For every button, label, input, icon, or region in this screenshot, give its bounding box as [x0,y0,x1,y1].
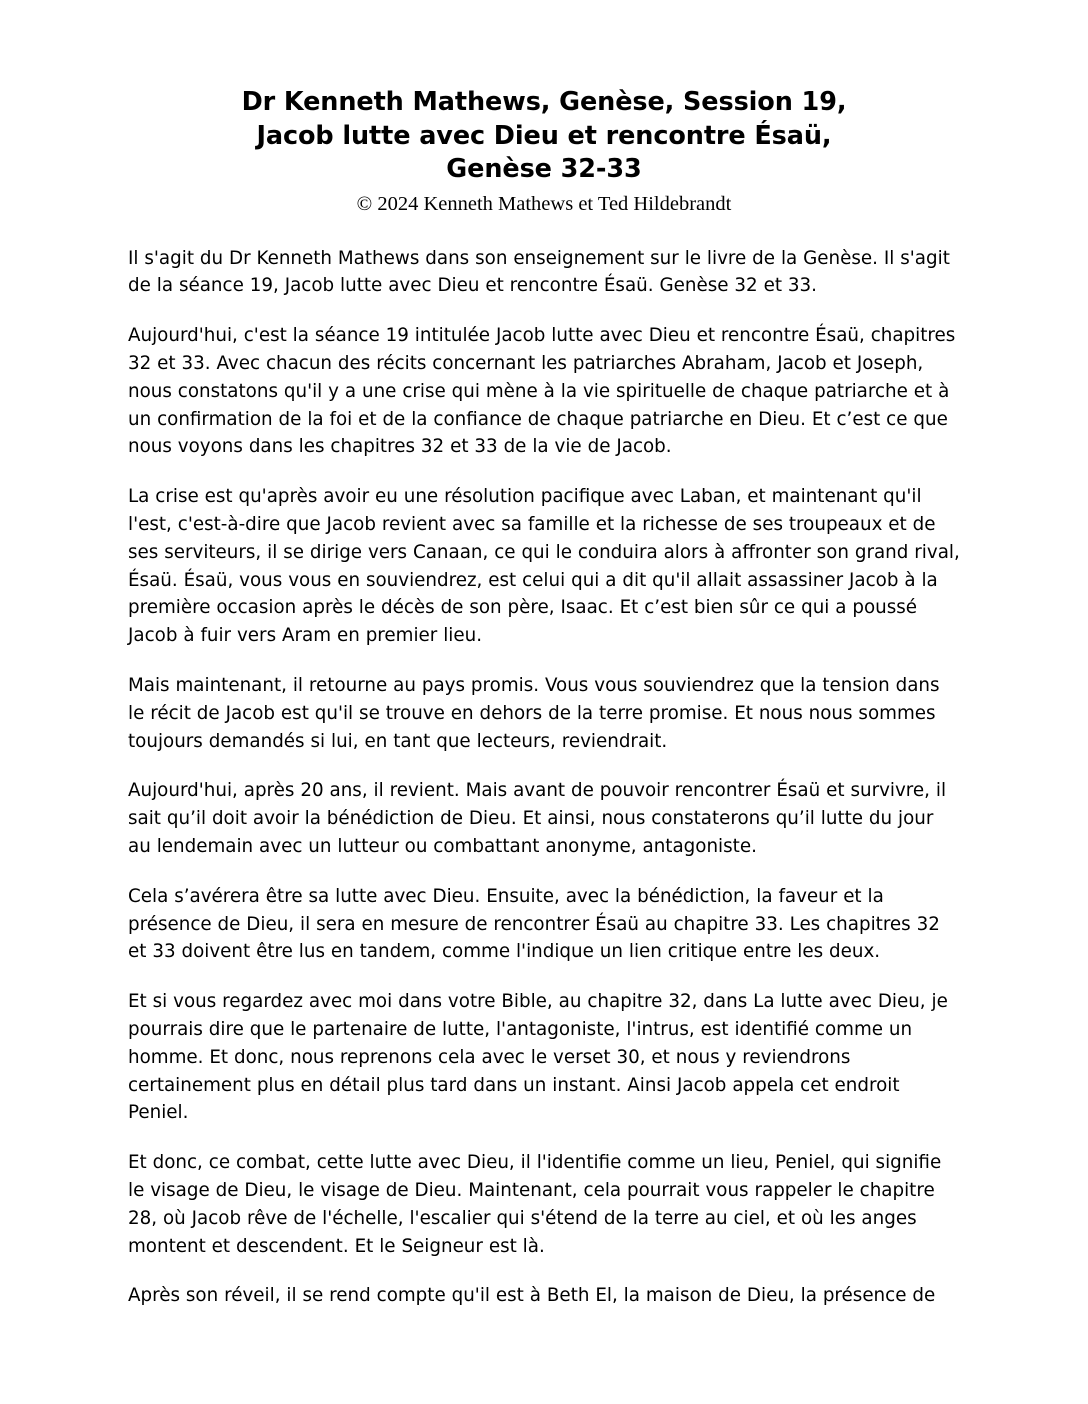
title-line-3: Genèse 32-33 [446,154,642,185]
paragraph: Mais maintenant, il retourne au pays promis. Vous vous souviendrez que la tension dans le récit de Jacob est qu'il se trouve en dehors de la terre promise. Et nous nous sommes toujours demandés si lui, en tant que lecteurs, reviendrait. [128,675,940,752]
paragraph: Aujourd'hui, c'est la séance 19 intitulée Jacob lutte avec Dieu et rencontre Ésaü, chapitres 32 et 33. Avec chacun des récits concernant les patriarches Abraham, Jacob et Joseph, nous constatons qu'il y a une crise qui mène à la vie spirituelle de chaque patriarche et à un confirmation de la foi et de la confiance de chaque patriarche en Dieu. Et c’est ce que nous voyons dans les chapitres 32 et 33 de la vie de Jacob. [128,325,956,458]
paragraph: Aujourd'hui, après 20 ans, il revient. Mais avant de pouvoir rencontrer Ésaü et survivre, il sait qu’il doit avoir la bénédiction de Dieu. Et ainsi, nous constaterons qu’il lutte du jour au lendemain avec un lutteur ou combattant anonyme, antagoniste. [128,780,947,857]
paragraph: Il s'agit du Dr Kenneth Mathews dans son enseignement sur le livre de la Genèse. Il s'agit de la séance 19, Jacob lutte avec Dieu et rencontre Ésaü. Genèse 32 et 33. [128,247,950,297]
paragraph: La crise est qu'après avoir eu une résolution pacifique avec Laban, et maintenant qu'il l'est, c'est-à-dire que Jacob revient avec sa famille et la richesse de ses troupeaux et de ses serviteurs, il se dirige vers Canaan, ce qui le conduira alors à affronter son grand rival, Ésaü. Ésaü, vous vous en souviendrez, est celui qui a dit qu'il allait assassiner Jacob à la première occasion après le décès de son père, Isaac. Et c’est bien sûr ce qui a poussé Jacob à fuir vers Aram en premier lieu. [128,486,960,647]
paragraph: Après son réveil, il se rend compte qu'il est à Beth El, la maison de Dieu, la présence de [128,1285,936,1307]
paragraph: Et si vous regardez avec moi dans votre Bible, au chapitre 32, dans La lutte avec Dieu, je pourrais dire que le partenaire de lutte, l'antagoniste, l'intrus, est identifié comme un homme. Et donc, nous reprenons cela avec le verset 30, et nous y reviendrons certainement plus en détail plus tard dans un instant. Ainsi Jacob appela cet endroit Peniel. [128,991,948,1124]
copyright-notice: © 2024 Kenneth Mathews et Ted Hildebrandt [356,192,732,215]
paragraph: Et donc, ce combat, cette lutte avec Dieu, il l'identifie comme un lieu, Peniel, qui signifie le visage de Dieu, le visage de Dieu. Maintenant, cela pourrait vous rappeler le chapitre 28, où Jacob rêve de l'échelle, l'escalier qui s'étend de la terre au ciel, et où les anges montent et descendent. Et le Seigneur est là. [128,1152,942,1257]
paragraph: Cela s’avérera être sa lutte avec Dieu. Ensuite, avec la bénédiction, la faveur et la présence de Dieu, il sera en mesure de rencontrer Ésaü au chapitre 33. Les chapitres 32 et 33 doivent être lus en tandem, comme l'indique un lien critique entre les deux. [128,885,940,963]
title-line-2: Jacob lutte avec Dieu et rencontre Ésaü, [256,120,832,151]
title-line-1: Dr Kenneth Mathews, Genèse, Session 19, [241,87,847,117]
page-title [128,86,960,187]
document-body [128,245,960,1311]
